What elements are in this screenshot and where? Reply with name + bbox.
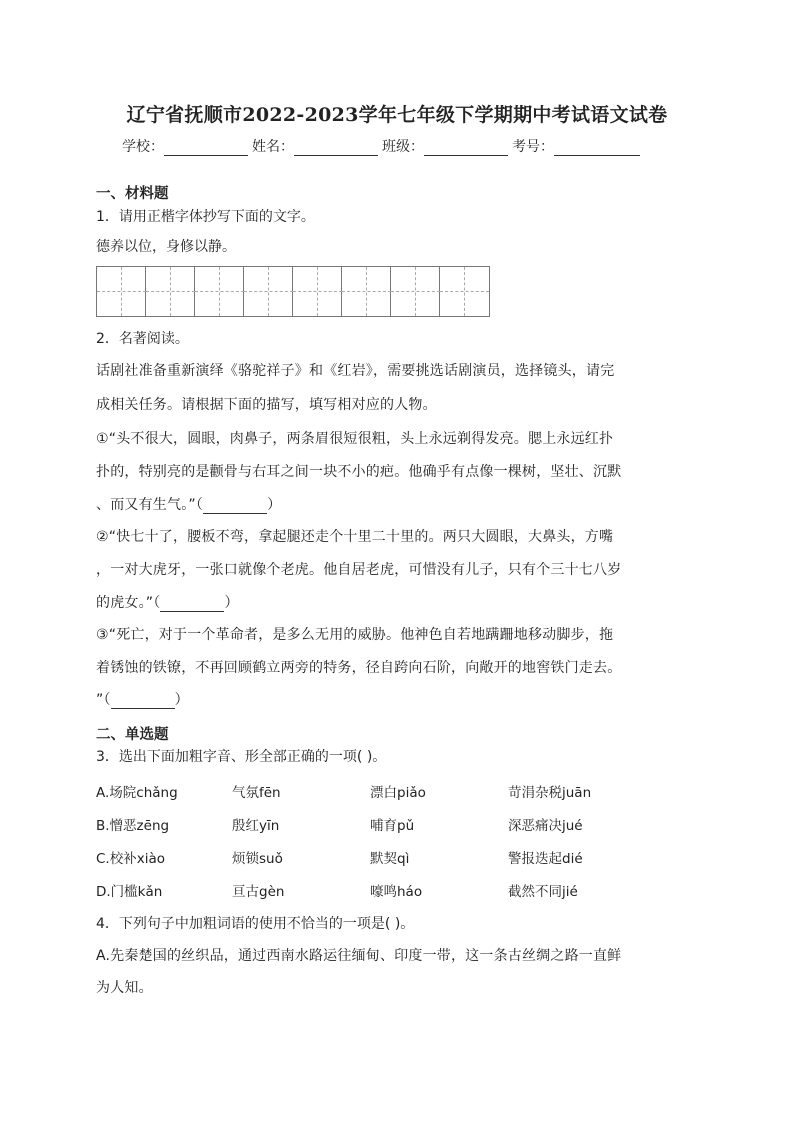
q4-option-a-line-1: A.先秦楚国的丝织品，通过西南水路运往缅甸、印度一带，这一条古丝绸之路一直鲜 — [96, 948, 622, 964]
grid-cell — [195, 267, 244, 316]
option-a-word-3: 漂白piǎo — [370, 785, 426, 801]
q2-item3-line-2: 着锈蚀的铁镣，不再回顾鹤立两旁的特务，径自跨向石阶，向敞开的地窖铁门走去。 — [96, 660, 622, 676]
q2-item1-line-2: 扑的，特别亮的是颧骨与右耳之间一块不小的疤。他确乎有点像一棵树，坚壮、沉默 — [96, 464, 622, 480]
q3-option-b[interactable] — [96, 814, 716, 834]
grid-cell — [440, 267, 489, 316]
grid-cell — [391, 267, 440, 316]
option-a-word-2: 气氛fēn — [232, 785, 281, 801]
class-label: 班级： — [382, 139, 424, 155]
q2-item3-line-3 — [96, 689, 696, 709]
grid-cell — [293, 267, 342, 316]
q1-text: 德养以位，身修以静。 — [96, 239, 236, 255]
q2-item2-text: 的虎女。”（ — [96, 595, 161, 611]
class-blank — [424, 140, 508, 156]
option-c-word-4: 警报迭起dié — [508, 851, 583, 867]
q2-item2-line-1: ②“快七十了，腰板不弯，拿起腿还走个十里二十里的。两只大圆眼，大鼻头，方嘴 — [96, 529, 614, 545]
q2-item1-line-3 — [96, 494, 696, 514]
q2-item3-text: ”（ — [96, 692, 111, 708]
q3-option-a[interactable] — [96, 781, 716, 801]
option-c-word-3: 默契qì — [370, 851, 410, 867]
option-b-word-4: 深恶痛决jué — [508, 818, 583, 834]
q2-item3-close: ） — [174, 692, 189, 708]
q2-item1-line-1: ①“头不很大，圆眼，肉鼻子，两条眉很短很粗，头上永远剃得发亮。腮上永远红扑 — [96, 431, 614, 447]
grid-cell — [97, 267, 146, 316]
section-1-heading: 一、材料题 — [96, 186, 169, 202]
q2-item1-text: 、而又有生气。”（ — [96, 497, 204, 513]
option-b-word-2: 殷红yīn — [232, 818, 280, 834]
q3-option-d[interactable] — [96, 880, 716, 900]
option-d-word-4: 截然不同jié — [508, 884, 578, 900]
section-2-heading: 二、单选题 — [96, 727, 169, 743]
q4-prompt: 4．下列句子中加粗词语的使用不恰当的一项是( )。 — [96, 916, 415, 932]
option-d-word-3: 嚎鸣háo — [370, 884, 423, 900]
q2-intro-line-2: 成相关任务。请根据下面的描写，填写相对应的人物。 — [96, 397, 437, 413]
school-label: 学校： — [122, 139, 164, 155]
q2-prompt: 2．名著阅读。 — [96, 331, 189, 347]
option-d-word-1: D.门槛kǎn — [96, 884, 163, 900]
q2-item2-line-3 — [96, 592, 696, 612]
q2-item2-close: ） — [224, 595, 239, 611]
exam-title: 辽宁省抚顺市2022-2023学年七年级下学期期中考试语文试卷 — [126, 104, 668, 126]
q3-option-c[interactable] — [96, 847, 716, 867]
student-info-row — [122, 136, 682, 156]
q2-intro-line-1: 话剧社准备重新演绎《骆驼祥子》和《红岩》，需要挑选话剧演员，选择镜头，请完 — [96, 363, 615, 379]
q3-prompt: 3．选出下面加粗字音、形全部正确的一项( )。 — [96, 749, 387, 765]
grid-cell — [342, 267, 391, 316]
grid-cell — [244, 267, 293, 316]
school-blank — [164, 140, 248, 156]
option-d-word-2: 亘古gèn — [232, 884, 285, 900]
option-b-word-1: B.憎恶zēng — [96, 818, 170, 834]
exam-number-blank — [554, 140, 640, 156]
q2-item3-line-1: ③“死亡，对于一个革命者，是多么无用的威胁。他神色自若地蹒跚地移动脚步，拖 — [96, 627, 614, 643]
option-c-word-1: C.校补xiào — [96, 851, 165, 867]
option-c-word-2: 烦锁suǒ — [232, 851, 283, 867]
exam-number-label: 考号： — [512, 139, 554, 155]
q1-prompt: 1．请用正楷字体抄写下面的文字。 — [96, 209, 315, 225]
q2-item3-answer-blank[interactable] — [111, 694, 175, 709]
copy-writing-grid — [96, 266, 490, 317]
option-b-word-3: 哺育pǔ — [370, 818, 415, 834]
name-label: 姓名： — [252, 139, 294, 155]
q2-item2-answer-blank[interactable] — [160, 597, 224, 612]
q2-item2-line-2: ，一对大虎牙，一张口就像个老虎。他自居老虎，可惜没有儿子，只有个三十七八岁 — [96, 562, 622, 578]
q4-option-a-line-2: 为人知。 — [96, 980, 153, 996]
name-blank — [294, 140, 378, 156]
q2-item1-answer-blank[interactable] — [203, 499, 267, 514]
grid-cell — [146, 267, 195, 316]
option-a-word-4: 苛涓杂税juān — [508, 785, 592, 801]
q2-item1-close: ） — [267, 497, 282, 513]
option-a-word-1: A.场院chǎng — [96, 785, 178, 801]
